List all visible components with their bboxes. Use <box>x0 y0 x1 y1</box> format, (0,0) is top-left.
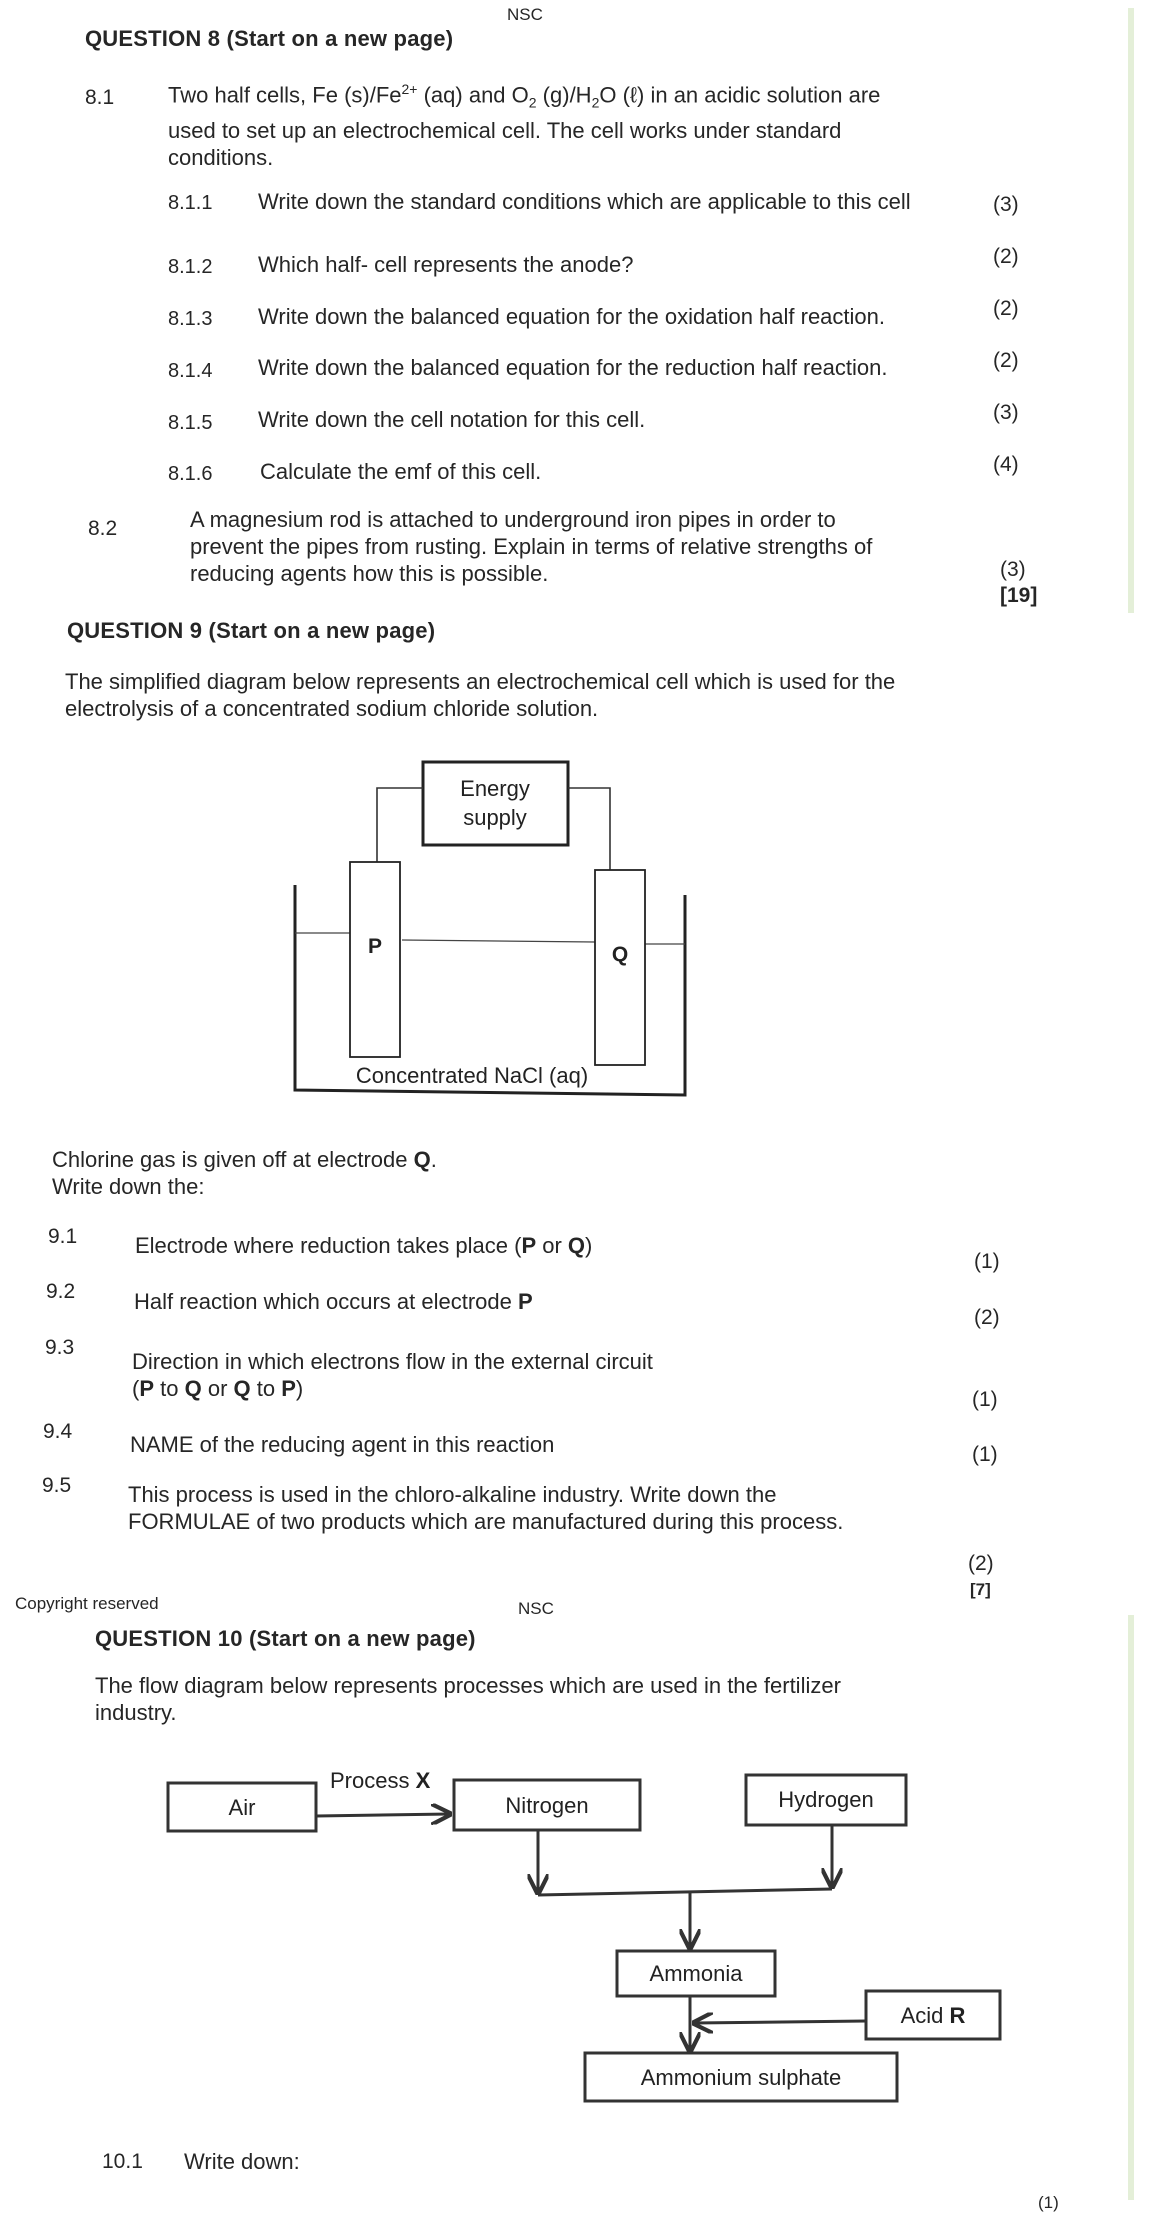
question-8-2-marks: (3) <box>1000 558 1026 581</box>
join-line <box>538 1889 832 1895</box>
item-marks: (2) <box>974 1306 1000 1329</box>
item-number: 8.1.4 <box>168 360 213 382</box>
question-10-intro: The flow diagram below represents processes which are used in the fertilizer industry. <box>95 1673 841 1725</box>
question-8-2-text: A magnesium rod is attached to underground iron pipes in order to prevent the pipes from rusting. Explain in terms of relative strengths of reducing agents how this is possible. <box>190 507 873 586</box>
electrolysis-cell-diagram <box>280 755 700 1115</box>
acid-r-label: Acid R <box>900 2003 966 2028</box>
item-marks: (1) <box>972 1443 998 1466</box>
question-10-title: QUESTION 10 (Start on a new page) <box>95 1626 476 1651</box>
hydrogen-label: Hydrogen <box>778 1787 874 1812</box>
item-text: Write down: <box>184 2149 300 2174</box>
item-number: 10.1 <box>102 2150 143 2173</box>
question-8-title: QUESTION 8 (Start on a new page) <box>85 26 454 51</box>
stem-line-1: Two half cells, Fe $(s)/Fe^{2+}$ (aq) and $O_2$ $(g)/H_2O$ (ℓ) in an acidic solution are <box>168 81 881 111</box>
question-9-intro: The simplified diagram below represents an electrochemical cell which is used for the electrolysis of a concentrated sodium chloride solution. <box>65 669 896 721</box>
footer-copyright: Copyright reserved <box>15 1594 159 1613</box>
electrode-q-label: Q <box>611 943 629 966</box>
item-number: 9.1 <box>48 1225 78 1248</box>
item-number: 9.3 <box>45 1336 75 1359</box>
item-marks: (3) <box>993 193 1019 216</box>
question-8-1-stem <box>168 76 880 171</box>
page-edge <box>1128 1615 1134 2200</box>
item-number: 8.1.3 <box>168 308 213 330</box>
header-fragment: NSC <box>507 5 543 24</box>
item-text: Write down the balanced equation for the oxidation half reaction. <box>258 304 885 329</box>
item-text: NAME of the reducing agent in this reaction <box>130 1432 555 1457</box>
question-9-stem: Chlorine gas is given off at electrode Q. Write down the: <box>52 1147 437 1199</box>
solution-label: Concentrated NaCl (aq) <box>355 1063 589 1088</box>
item-text: Direction in which electrons flow in the external circuit (P to Q or Q to P) <box>132 1349 653 1401</box>
question-8-1-number: 8.1 <box>85 86 115 109</box>
page-edge <box>1128 8 1134 613</box>
item-text: Write down the balanced equation for the reduction half reaction. <box>258 355 888 380</box>
item-marks: (2) <box>993 349 1019 372</box>
question-9-total-fragment: [7] <box>970 1580 991 1599</box>
item-number: 8.1.6 <box>168 463 213 485</box>
item-text: This process is used in the chloro-alkaline industry. Write down the FORMULAE of two products which are manufactured during this process. <box>128 1482 844 1534</box>
electrode-p <box>350 862 400 1057</box>
arrow-acid-to-stream <box>694 2021 866 2023</box>
ammonia-label: Ammonia <box>649 1961 743 1986</box>
item-number: 9.2 <box>46 1280 76 1303</box>
arrow-air-to-nitrogen <box>316 1814 450 1816</box>
process-x-label: Process X <box>330 1768 431 1793</box>
energy-supply-label: Energy <box>460 776 530 801</box>
item-number: 8.1.1 <box>168 192 213 214</box>
item-marks: (2) <box>993 245 1019 268</box>
question-9-title: QUESTION 9 (Start on a new page) <box>67 618 436 643</box>
item-text: Calculate the emf of this cell. <box>260 459 542 484</box>
solution-level <box>402 940 595 942</box>
energy-supply-label: supply <box>463 805 527 830</box>
fertilizer-flow-diagram <box>150 1755 1020 2125</box>
item-text: Which half- cell represents the anode? <box>258 252 634 277</box>
item-number: 9.5 <box>42 1474 72 1497</box>
item-number: 8.1.5 <box>168 412 213 434</box>
air-label: Air <box>228 1795 256 1820</box>
header-fragment: NSC <box>518 1599 554 1618</box>
item-marks-fragment: (1) <box>1038 2193 1059 2212</box>
wire-to-p <box>377 788 423 862</box>
question-8-2-number: 8.2 <box>88 517 118 540</box>
item-number: 8.1.2 <box>168 256 213 278</box>
item-number: 9.4 <box>43 1420 73 1443</box>
question-8-total: [19] <box>1000 584 1038 607</box>
item-marks: (1) <box>974 1250 1000 1273</box>
stem-line-2: used to set up an electrochemical cell. The cell works under standard <box>168 117 842 143</box>
item-text: Electrode where reduction takes place (P or Q) <box>135 1233 593 1258</box>
ammonium-sulphate-label: Ammonium sulphate <box>640 2065 842 2090</box>
item-marks: (3) <box>993 401 1019 424</box>
nitrogen-label: Nitrogen <box>505 1793 589 1818</box>
item-text: Half reaction which occurs at electrode P <box>134 1289 533 1314</box>
item-marks: (2) <box>968 1552 994 1575</box>
electrode-p-label: P <box>367 935 383 958</box>
stem-line-3: conditions. <box>168 144 274 170</box>
item-marks: (1) <box>972 1388 998 1411</box>
energy-supply-box <box>423 762 568 845</box>
item-marks: (2) <box>993 297 1019 320</box>
item-text: Write down the standard conditions which are applicable to this cell <box>258 189 911 214</box>
item-marks: (4) <box>993 453 1019 476</box>
wire-to-q <box>568 788 610 870</box>
electrode-q <box>595 870 645 1065</box>
item-text: Write down the cell notation for this cell. <box>258 407 646 432</box>
